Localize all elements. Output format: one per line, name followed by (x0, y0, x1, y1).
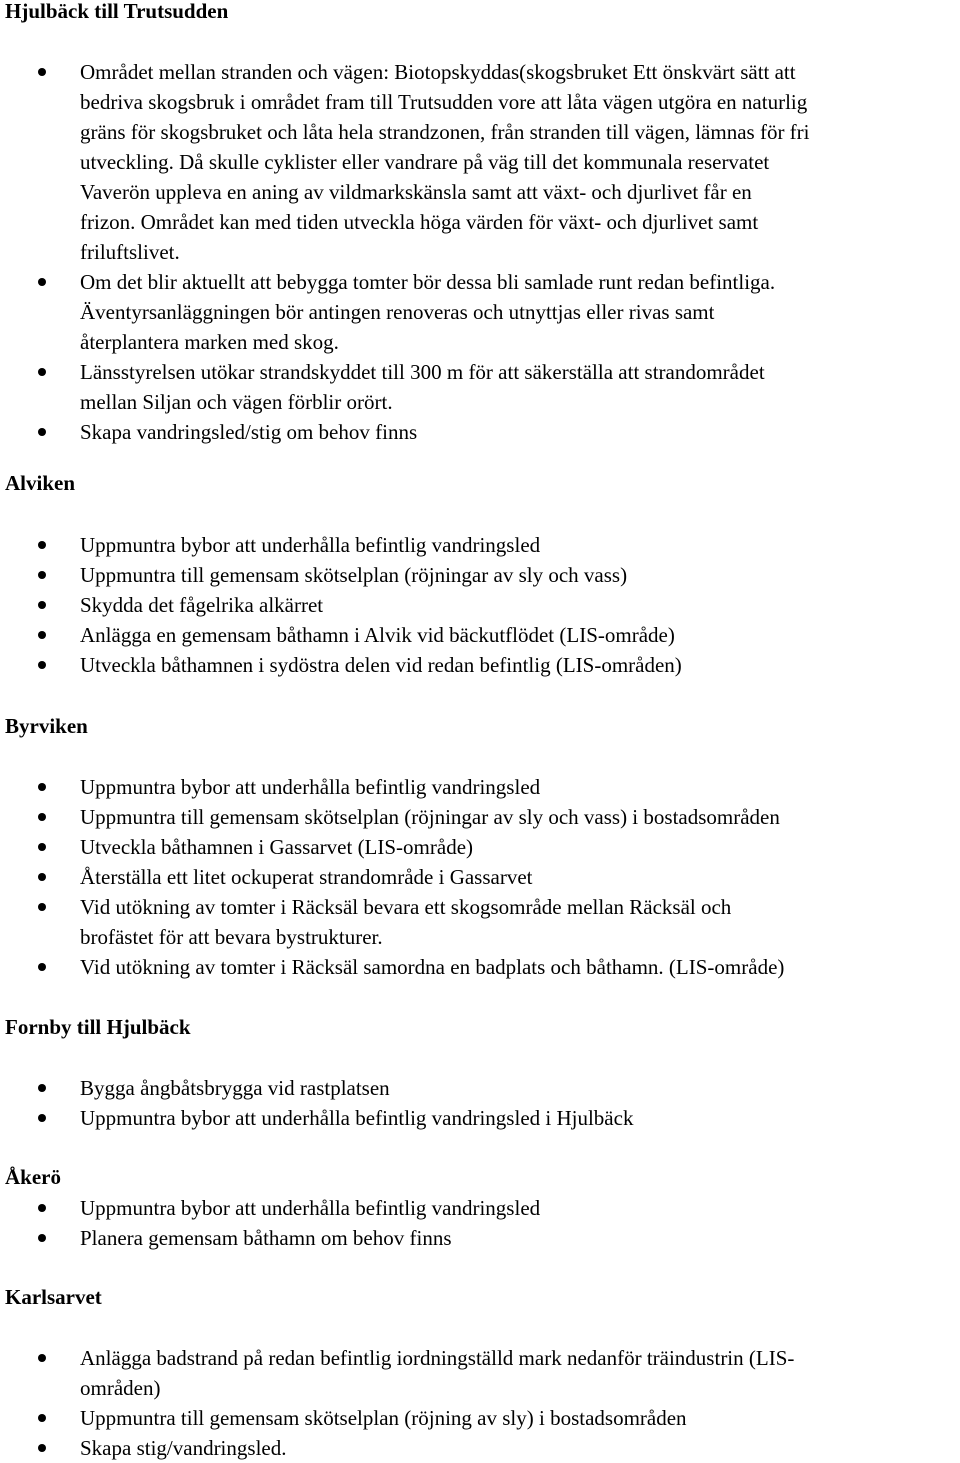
list-item: Utveckla båthamnen i sydöstra delen vid redan befintlig (LIS-områden) (0, 650, 960, 680)
bullet-icon (38, 631, 46, 639)
bullet-icon (38, 1234, 46, 1242)
bullet-icon (38, 278, 46, 286)
list-item: Bygga ångbåtsbrygga vid rastplatsen (0, 1073, 960, 1103)
list-item: Om det blir aktuellt att bebygga tomter bör dessa bli samlade runt redan befintliga. Äventyrsanläggningen bör antingen renoveras och utnyttjas eller rivas samt återplantera marken med skog. (0, 267, 960, 357)
bullet-icon (38, 661, 46, 669)
bullet-icon (38, 1414, 46, 1422)
bullet-icon (38, 1114, 46, 1122)
list-item: Återställa ett litet ockuperat strandområde i Gassarvet (0, 862, 960, 892)
bullet-icon (38, 903, 46, 911)
list-item: Uppmuntra till gemensam skötselplan (röjningar av sly och vass) i bostadsområden (0, 802, 960, 832)
bullet-icon (38, 1444, 46, 1452)
list-item: Uppmuntra bybor att underhålla befintlig vandringsled (0, 1193, 960, 1223)
list-hjulback (0, 57, 960, 447)
list-item: Anlägga en gemensam båthamn i Alvik vid bäckutflödet (LIS-område) (0, 620, 960, 650)
list-item: Skydda det fågelrika alkärret (0, 590, 960, 620)
section-heading-hjulback: Hjulbäck till Trutsudden (5, 0, 229, 23)
section-heading-byrviken: Byrviken (5, 714, 88, 738)
section-heading-fornby: Fornby till Hjulbäck (5, 1015, 191, 1039)
list-byrviken (0, 772, 960, 982)
section-heading-alviken: Alviken (5, 471, 76, 495)
list-fornby (0, 1073, 960, 1133)
bullet-icon (38, 1354, 46, 1362)
bullet-icon (38, 601, 46, 609)
list-karlsarvet (0, 1343, 960, 1463)
list-item: Uppmuntra bybor att underhålla befintlig vandringsled (0, 772, 960, 802)
bullet-icon (38, 1204, 46, 1212)
bullet-icon (38, 541, 46, 549)
list-alviken (0, 530, 960, 680)
bullet-icon (38, 873, 46, 881)
list-item: Utveckla båthamnen i Gassarvet (LIS-område) (0, 832, 960, 862)
bullet-icon (38, 571, 46, 579)
list-item: Uppmuntra bybor att underhålla befintlig vandringsled i Hjulbäck (0, 1103, 960, 1133)
section-heading-akero: Åkerö (5, 1165, 61, 1189)
list-item: Uppmuntra bybor att underhålla befintlig vandringsled (0, 530, 960, 560)
list-item: Skapa vandringsled/stig om behov finns (0, 417, 960, 447)
list-item: Anlägga badstrand på redan befintlig iordningställd mark nedanför träindustrin (LIS- områden) (0, 1343, 960, 1403)
bullet-icon (38, 368, 46, 376)
list-item: Uppmuntra till gemensam skötselplan (röjningar av sly och vass) (0, 560, 960, 590)
section-heading-karlsarvet: Karlsarvet (5, 1285, 102, 1309)
list-item: Området mellan stranden och vägen: Biotopskyddas(skogsbruket Ett önskvärt sätt att bedriva skogsbruk i området fram till Trutsudden vore att låta vägen utgöra en naturlig gräns för skogsbruket och låta hela strandzonen, från stranden till vägen, lämnas för fri utveckling. Då skulle cyklister eller vandrare på väg till det kommunala reservatet Vaverön uppleva en aning av vildmarkskänsla samt att växt- och djurlivet får en frizon. Området kan med tiden utveckla höga värden för växt- och djurlivet samt friluftslivet. (0, 57, 960, 267)
list-item: Planera gemensam båthamn om behov finns (0, 1223, 960, 1253)
list-akero (0, 1193, 960, 1253)
list-item: Vid utökning av tomter i Räcksäl samordna en badplats och båthamn. (LIS-område) (0, 952, 960, 982)
bullet-icon (38, 428, 46, 436)
bullet-icon (38, 963, 46, 971)
list-item: Vid utökning av tomter i Räcksäl bevara ett skogsområde mellan Räcksäl och brofästet för att bevara bystrukturer. (0, 892, 960, 952)
bullet-icon (38, 843, 46, 851)
bullet-icon (38, 813, 46, 821)
list-item: Skapa stig/vandringsled. (0, 1433, 960, 1463)
bullet-icon (38, 1084, 46, 1092)
list-item: Uppmuntra till gemensam skötselplan (röjning av sly) i bostadsområden (0, 1403, 960, 1433)
bullet-icon (38, 68, 46, 76)
bullet-icon (38, 783, 46, 791)
list-item: Länsstyrelsen utökar strandskyddet till 300 m för att säkerställa att strandområdet mellan Siljan och vägen förblir orört. (0, 357, 960, 417)
